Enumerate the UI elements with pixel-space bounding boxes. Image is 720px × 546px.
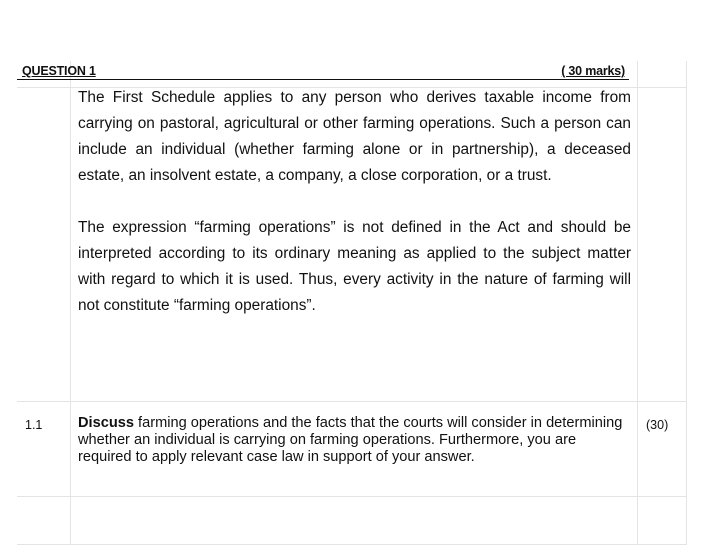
intro-paragraph: The expression “farming operations” is not defined in the Act and should be interpreted according to its ordinary meaning as applied to the subject matter with regard to which it is used. Thus, every activity in the nature of farming will not constitute “farming operations”. xyxy=(78,219,631,314)
sub-question-marks: (30) xyxy=(646,418,669,432)
question-intro xyxy=(78,85,631,319)
grid-line xyxy=(17,544,687,545)
grid-line xyxy=(17,401,687,402)
grid-line xyxy=(17,496,687,497)
sub-question-text xyxy=(78,415,630,466)
sub-question-number: 1.1 xyxy=(25,418,43,432)
grid-line xyxy=(70,61,71,545)
sub-question-lead-word: Discuss xyxy=(78,415,134,431)
grid-line xyxy=(637,61,638,545)
question-title: QUESTION 1 xyxy=(22,64,96,78)
sub-question-body: farming operations and the facts that the courts will consider in determining whether an individual is carrying on farming operations. Furthermore, you are required to apply relevant case law in support of your answer. xyxy=(78,415,623,465)
question-total-marks: ( 30 marks) xyxy=(561,64,625,78)
question-document xyxy=(17,61,687,545)
intro-paragraph: The First Schedule applies to any person who derives taxable income from carrying on pastoral, agricultural or other farming operations. Such a person can include an individual (whether farming alone or in partnership), a deceased estate, an insolvent estate, a company, a close corporation, or a trust. xyxy=(78,89,631,184)
grid-line xyxy=(686,61,687,545)
question-header xyxy=(17,61,629,80)
